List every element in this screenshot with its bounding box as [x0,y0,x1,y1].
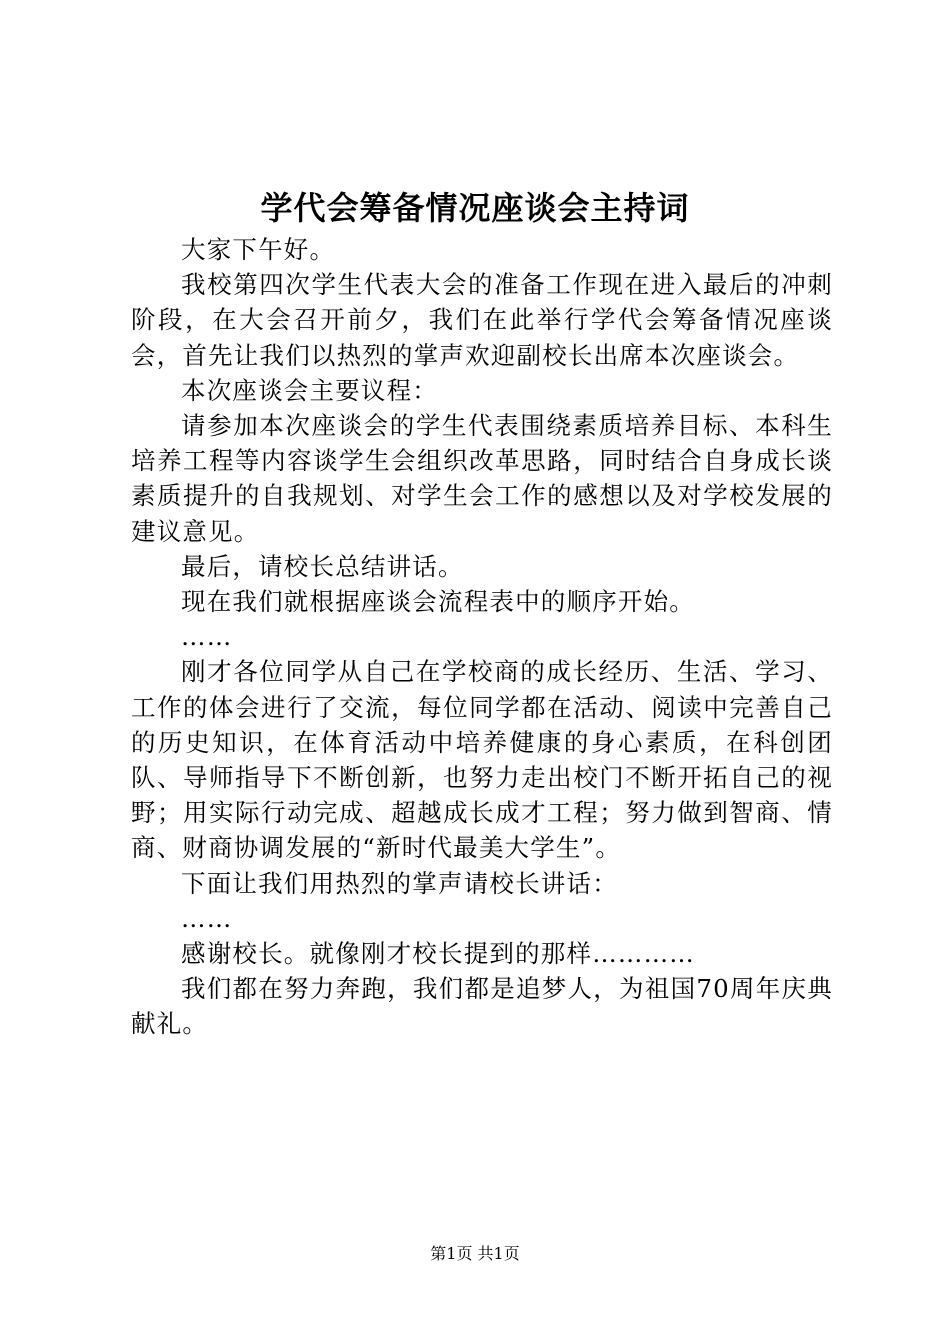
paragraph-exchange-summary: 刚才各位同学从自己在学校商的成长经历、生活、学习、工作的体会进行了交流，每位同学都在活动、阅读中完善自己的历史知识，在体育活动中培养健康的身心素质，在科创团队、导师指导下不断创新，也努力走出校门不断开拓自己的视野；用实际行动完成、超越成长成才工程；努力做到智商、情商、财商协调发展的“新时代最美大学生”。 [131,657,833,863]
paragraph-agenda-content: 请参加本次座谈会的学生代表围绕素质培养目标、本科生培养工程等内容谈学生会组织改革思路，同时结合自身成长谈素质提升的自我规划、对学生会工作的感想以及对学校发展的建议意见。 [131,411,833,546]
paragraph-ellipsis-2: …… [181,903,233,933]
paragraph-agenda-heading: 本次座谈会主要议程： [181,375,438,405]
paragraph-closing: 我们都在努力奔跑，我们都是追梦人，为祖国70周年庆典献礼。 [131,974,833,1039]
paragraph-principal-invite: 下面让我们用热烈的掌声请校长讲话： [181,868,618,898]
page-footer: 第1页 共1页 [430,1244,520,1263]
paragraph-principal-summary: 最后，请校长总结讲话。 [181,551,464,581]
paragraph-ellipsis-1: …… [181,622,233,652]
paragraph-thanks: 感谢校长。就像刚才校长提到的那样………… [181,939,695,969]
paragraph-intro: 我校第四次学生代表大会的准备工作现在进入最后的冲刺阶段，在大会召开前夕，我们在此举行学代会筹备情况座谈会，首先让我们以热烈的掌声欢迎副校长出席本次座谈会。 [131,270,833,370]
document-body [131,232,833,1042]
document-title: 学代会筹备情况座谈会主持词 [260,189,690,227]
paragraph-start: 现在我们就根据座谈会流程表中的顺序开始。 [181,587,695,617]
paragraph-greeting: 大家下午好。 [181,235,336,264]
